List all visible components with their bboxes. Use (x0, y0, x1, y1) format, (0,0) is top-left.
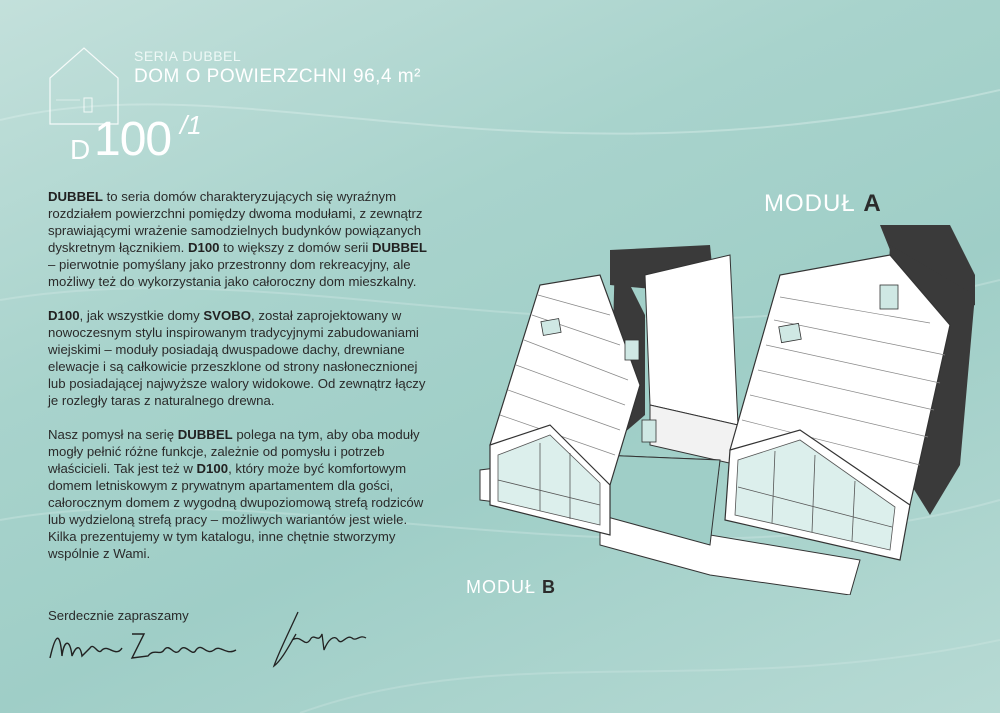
text: to seria domów charakteryzujących się wyraźnym rozdziałem powierzchni pomiędzy dwoma modułami, z zewnątrz sprawiającymi wrażenie samodzielnych budynków powiązanych dyskretnym łącznikiem. (48, 189, 423, 255)
text: to większy z domów serii (219, 240, 372, 255)
module-b-prefix: MODUŁ (466, 577, 543, 597)
signature-1 (46, 612, 246, 672)
module-b-letter: B (542, 577, 557, 597)
bold-d100: D100 (48, 308, 80, 323)
text: – pierwotnie pomyślany jako przestronny dom rekreacyjny, ale możliwy też do wykorzystania jako całoroczny dom mieszkalny. (48, 257, 417, 289)
text: , został zaprojektowany w nowoczesnym stylu inspirowanym tradycyjnymi zabudowaniami wiejskimi – moduły posiadają dwuspadowe dachy, drewniane elewacje i są całkowicie przeszklone od strony nasłonecznionej lub posiadającej najwyższe walory widokowe. Od zewnątrz łączy je rozległy taras z naturalnego drewna. (48, 308, 426, 408)
bold-d100: D100 (187, 240, 220, 255)
text: polega na tym, aby oba moduły mogły pełnić różne funkcje, zależnie od pomysłu i potrzeb właścicieli. Tak jest też w (48, 427, 420, 476)
model-code-number: 100 (94, 113, 172, 166)
page-title: DOM O POWIERZCHNI 96,4 m² (134, 66, 421, 87)
bold-svobo: SVOBO (203, 308, 252, 323)
description (48, 188, 428, 579)
model-code-suffix: /1 (180, 110, 202, 140)
bold-d100: D100 (196, 461, 229, 476)
text: , jak wszystkie domy (79, 308, 204, 323)
bold-dubbel: DUBBEL (48, 189, 103, 204)
paragraph-1 (48, 188, 428, 290)
model-code-letter: D (70, 134, 91, 165)
house-axonometric-drawing (460, 215, 990, 595)
signature-2 (268, 604, 378, 674)
module-a-label (764, 190, 882, 218)
text: Nasz pomysł na serię (48, 427, 178, 442)
series-label: SERIA DUBBEL (134, 48, 242, 64)
bold-dubbel: DUBBEL (177, 427, 233, 442)
paragraph-2 (48, 307, 428, 409)
module-a-prefix: MODUŁ (764, 190, 864, 217)
module-a-letter: A (863, 190, 882, 217)
bold-dubbel: DUBBEL (371, 240, 427, 255)
paragraph-3 (48, 426, 428, 562)
text: , który może być komfortowym domem letniskowym z prywatnym apartamentem dla gości, całorocznym domem z wygodną dwupoziomową strefą rodziców lub wydzieloną strefą pracy – możliwych wariantów jest wiele. Kilka prezentujemy w tym katalogu, inne chętnie stworzymy wspólnie z Wami. (48, 461, 424, 561)
greeting: Serdecznie zapraszamy (48, 608, 189, 623)
